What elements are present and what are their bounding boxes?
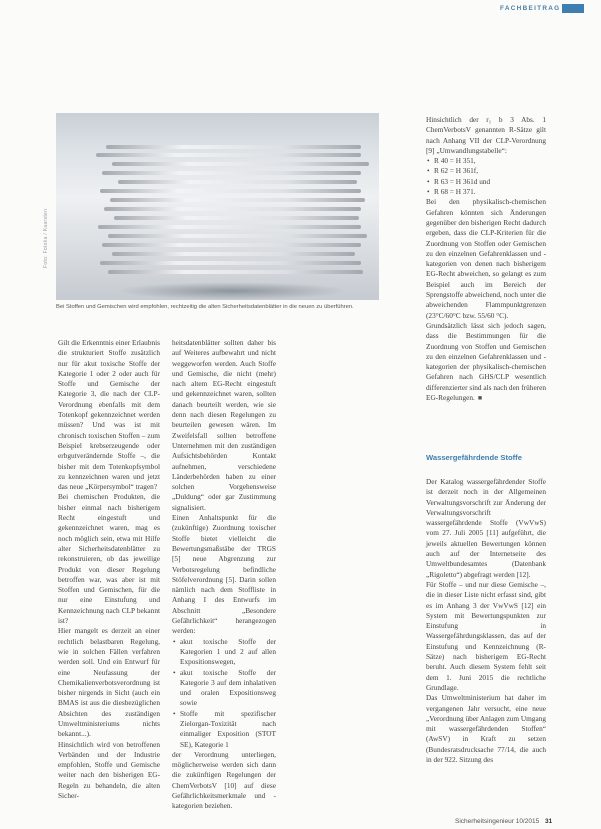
paragraph: Bei chemischen Produkten, die bisher einmal nach bisherigem Recht eingestuft und gekennzeichnet waren, mag es noch möglich sein, etwa mit Hilfe alter Sicherheitsdatenblätter zu rekonstruieren, ob das jeweilige Produkt von dieser Regelung betroffen war, was aber ist mit Stoffen und Gemischen, für die nur eine Einstufung und Kennzeichnung nach CLP bekannt ist?	[58, 492, 160, 626]
criteria-list	[172, 637, 276, 750]
article-column-2	[172, 338, 276, 812]
paragraph: Hinsichtlich wird von betroffenen Verbänden und der Industrie empfohlen, Stoffe und Gemische weiter nach den bisherigen EG-Regeln zu behandeln, die alten Sicher-	[58, 739, 160, 801]
header-accent-bar	[562, 4, 584, 13]
list-item: • R 40 = H 351,	[434, 156, 546, 166]
list-item: • R 63 = H 361d und	[434, 177, 546, 187]
page-footer	[455, 818, 552, 825]
stacked-papers-photo	[56, 113, 379, 300]
photo-credit: Foto: Fotolia / Kaarsten	[43, 208, 49, 268]
article-column-3	[426, 115, 546, 403]
paragraph: Hier mangelt es derzeit an einer rechtlich belastbaren Regelung, wie in solchen Fällen verfahren werden soll. Und ein Entwurf für eine Neufassung der Chemikalienverbotsverordnung ist bisher nirgends in Sicht (auch ein BMAS ist aus die diesbezüglichen Absichten des zuständigen Umweltministeriums nichts bekannt...).	[58, 626, 160, 739]
paragraph: der Verordnung unterliegen, möglicherweise werden sich dann die zukünftigen Regelungen der ChemVerbotsV [10] auf diese Gefährlichkeitsmerkmale und -kategorien beziehen.	[172, 749, 276, 811]
article-column-4	[426, 477, 546, 765]
paragraph: Hinsichtlich der r₁ b 3 Abs. 1 ChemVerbotsV genannten R-Sätze gilt nach Anhang VII der CLP-Verordnung [9] „Umwandlungstabelle“:	[426, 115, 546, 155]
list-item: • akut toxische Stoffe der Kategorie 3 auf dem inhalativen und oralen Expositionsweg sowie	[180, 668, 276, 709]
list-item: • Stoffe mit spezifischer Zielorgan-Toxizität nach einmaliger Exposition (STOT SE), Kategorie 1	[180, 709, 276, 750]
paragraph: Bei den physikalisch-chemischen Gefahren könnten sich Änderungen gegenüber den bisherigen Recht dadurch ergeben, dass die CLP-Kriterien für die Zuordnung von Stoffen oder Gemischen zu den einzelnen Gefahrenklassen und -kategorien von denen nach bisherigem EG-Recht abweichen, so gelangt es zum Beispiel auch im Bereich der Sprengstoffe abweichend, noch unter die abweichenden Flammpunktgrenzen (23°C/60°C bzw. 55/60 °C).	[426, 197, 546, 320]
end-of-section-mark: ■	[477, 394, 483, 403]
paragraph: Gilt die Erkenntnis einer Erlaubnis die strukturiert Stoffe zusätzlich nur für akut toxische Stoffe der Kategorie 1 oder 2 oder auch für Stoffe und Gemische der Kategorie 3, die nach der CLP-Verordnung ebenfalls mit dem Totenkopf gekennzeichnet werden müssen? Und was ist mit chronisch toxischen Stoffen – zum Beispiel krebserzeugende oder erbgutverändernde Stoffe –, die bisher mit dem Totenkopfsymbol zu kennzeichnen waren und jetzt das neue „Körpersymbol“ tragen?	[58, 338, 160, 492]
page-number: 31	[545, 818, 553, 825]
list-item: • akut toxische Stoffe der Kategorien 1 und 2 auf allen Expositionswegen,	[180, 637, 276, 668]
paragraph: Einen Anhaltspunkt für die (zukünftige) Zuordnung toxischer Stoffe bietet vielleicht die Bewertungsmaßstäbe der TRGS [5] neue Abgrenzung zur Verbotsregelung befindliche Stöfelverordnung [5]. Darin sollen nämlich nach dem Stoffliste in Anhang I des Entwurfs im Abschnitt „Besondere Gefährlichkeit“ herangezogen werden:	[172, 513, 276, 636]
list-item: • R 62 = H 361f,	[434, 166, 546, 176]
paragraph: Für Stoffe – und nur diese Gemische –, die in dieser Liste nicht erfasst sind, gibt es im Anhang 3 der VwVwS [12] ein System mit Bewertungspunkten zur Einstufung in Wassergefährdungsklassen, das auf der Einstufung und Kennzeichnung (R-Sätze) nach bisherigem EG-Recht beruht. Auch diesem System fehlt seit dem 1. Juni 2015 die rechtliche Grundlage.	[426, 579, 546, 692]
section-heading: Wassergefährdende Stoffe	[426, 453, 522, 462]
paragraph: Das Umweltministerium hat daher im vergangenen Jahr versucht, eine neue „Verordnung über Anlagen zum Umgang mit wassergefährdenden Stoffen“ (AwSV) in Kraft zu setzen (Bundesratsdrucksache 77/14, die auch in der 922. Sitzung des	[426, 693, 546, 765]
paragraph: Der Katalog wassergefährdender Stoffe ist derzeit noch in der Allgemeinen Verwaltungsvorschrift zur Änderung der Verwaltungsvorschrift wassergefährdende Stoffe (VwVwS) vom 27. Juli 2005 [11] aufgeführt, die jeweils aktuellen Bewertungen können auch auf der Internetseite des Umweltbundesamtes (Datenbank „Rigoletto“) abgefragt werden [12].	[426, 477, 546, 579]
journal-name: Sicherheitsingenieur 10/2015	[455, 818, 540, 825]
r-phrase-list	[426, 156, 546, 197]
photo-caption: Bei Stoffen und Gemischen wird empfohlen, rechtzeitig die alten Sicherheitsdatenblätter in die neuen zu überführen.	[56, 304, 354, 310]
paragraph: Grundsätzlich lässt sich jedoch sagen, dass die Bestimmungen für die Zuordnung von Stoffen und Gemischen zu den einzelnen Gefahrenklassen und -kategorien der physikalisch-chemischen Gefahren nach GHS/CLP wesentlich differenzierter sind als nach den früheren EG-Regelungen. ■	[426, 320, 547, 403]
article-column-1	[58, 338, 160, 801]
list-item: • R 68 = H 371.	[434, 187, 546, 197]
paragraph: heitsdatenblätter sollten daher bis auf Weiteres aufbewahrt und nicht weggeworfen werden. Auch Stoffe und Gemische, die nicht (mehr) nach altem EG-Recht eingestuft und gekennzeichnet waren, sollten danach beurteilt werden, wie sie denn nach diesen Regelungen zu beurteilen gewesen wären. Im Zweifelsfall sollten betroffene Unternehmen mit den zuständigen Aufsichtsbehörden Kontakt aufnehmen, verschiedene Länderbehörden haben zu einer solchen Vorgehensweise „Duldung“ oder gar Zustimmung signalisiert.	[172, 338, 276, 512]
section-label: FACHBEITRAG	[500, 5, 561, 12]
